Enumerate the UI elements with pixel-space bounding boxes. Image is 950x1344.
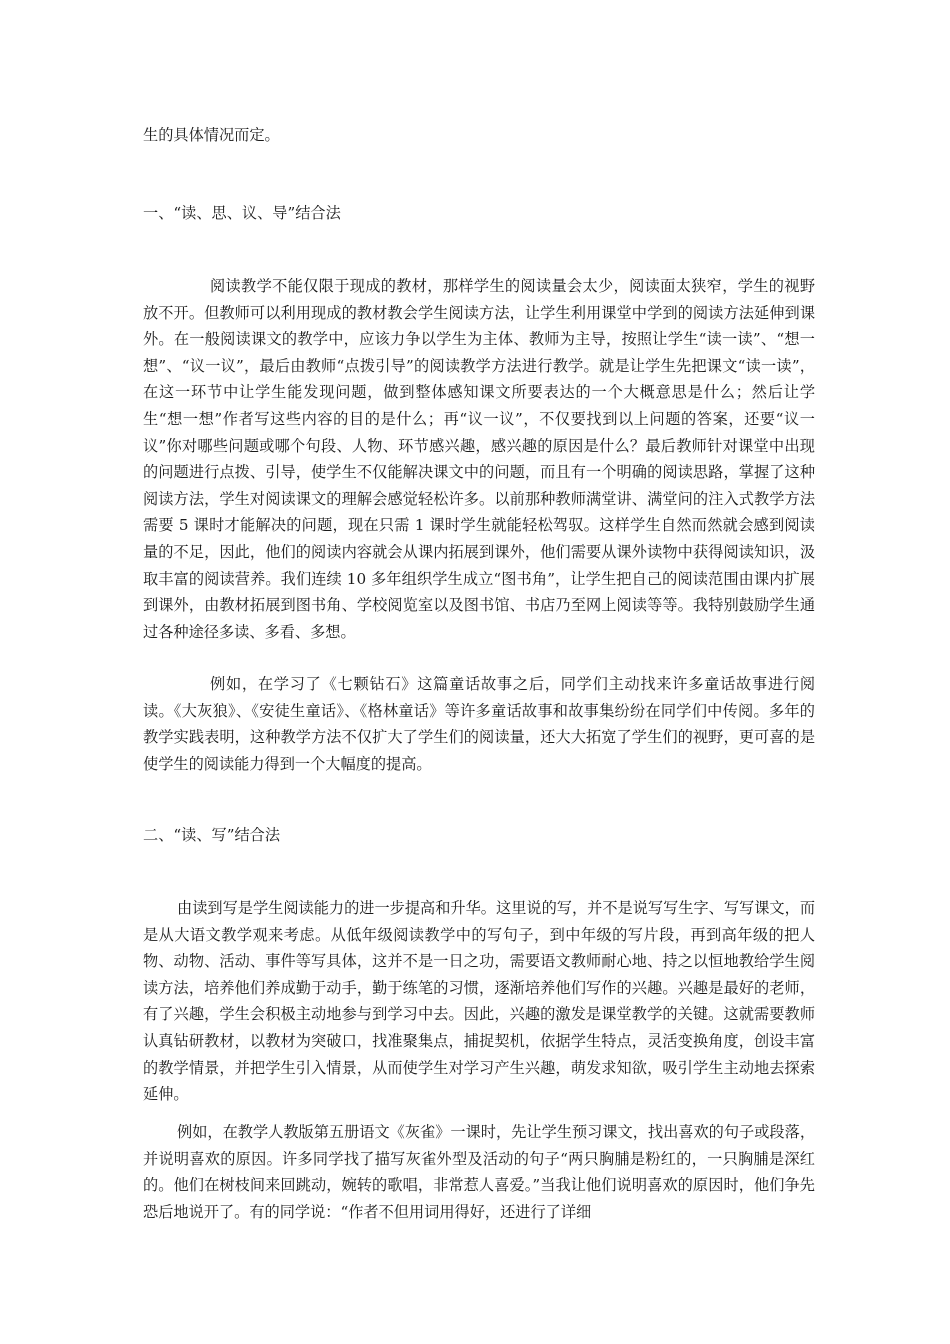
lead-line: 生的具体情况而定。 bbox=[143, 126, 280, 144]
section-1-paragraph-2: 例如，在学习了《七颗钻石》这篇童话故事之后，同学们主动找来许多童话故事进行阅读。《大灰狼》、《安徒生童话》、《格林童话》等许多童话故事和故事集纷纷在同学们中传阅。多年的教学实践表明，这种教学方法不仅扩大了学生们的阅读量，还大大拓宽了学生们的视野，更可喜的是使学生的阅读能力得到一个大幅度的提高。 bbox=[143, 675, 815, 773]
section-2-paragraph-1: 由读到写是学生阅读能力的进一步提高和升华。这里说的写，并不是说写写生字、写写课文，而是从大语文教学观来考虑。从低年级阅读教学中的写句子，到中年级的写片段，再到高年级的把人物、动物、活动、事件等写具体，这并不是一日之功，需要语文教师耐心地、持之以恒地教给学生阅读方法，培养他们养成勤于动手，勤于练笔的习惯，逐渐培养他们写作的兴趣。兴趣是最好的老师，有了兴趣，学生会积极主动地参与到学习中去。因此，兴趣的激发是课堂教学的关键。这就需要教师认真钻研教材，以教材为突破口，找准聚集点，捕捉契机，依据学生特点，灵活变换角度，创设丰富的教学情景，并把学生引入情景，从而使学生对学习产生兴趣，萌发求知欲，吸引学生主动地去探索延伸。 bbox=[143, 899, 815, 1104]
section-2-heading: 二、“读、写”结合法 bbox=[143, 826, 281, 844]
section-2-paragraph-2: 例如，在教学人教版第五册语文《灰雀》一课时，先让学生预习课文，找出喜欢的句子或段落，并说明喜欢的原因。许多同学找了描写灰雀外型及活动的句子“两只胸脯是粉红的，一只胸脯是深红的。他们在树枝间来回跳动，婉转的歌唱，非常惹人喜爱。”当我让他们说明喜欢的原因时，他们争先恐后地说开了。有的同学说：“作者不但用词用得好，还进行了详细 bbox=[143, 1123, 815, 1221]
section-1-heading: 一、“读、思、议、导”结合法 bbox=[143, 204, 341, 222]
section-1-paragraph-1: 阅读教学不能仅限于现成的教材，那样学生的阅读量会太少，阅读面太狭窄，学生的视野放不开。但教师可以利用现成的教材教会学生阅读方法，让学生利用课堂中学到的阅读方法延伸到课外。在一般阅读课文的教学中，应该力争以学生为主体、教师为主导，按照让学生“读一读”、“想一想”、“议一议”，最后由教师“点拨引导”的阅读教学方法进行教学。就是让学生先把课文“读一读”，在这一环节中让学生能发现问题，做到整体感知课文所要表达的一个大概意思是什么；然后让学生“想一想”作者写这些内容的目的是什么；再“议一议”，不仅要找到以上问题的答案，还要“议一议”你对哪些问题或哪个句段、人物、环节感兴趣，感兴趣的原因是什么？最后教师针对课堂中出现的问题进行点拨、引导，使学生不仅能解决课文中的问题，而且有一个明确的阅读思路，掌握了这种阅读方法，学生对阅读课文的理解会感觉轻松许多。以前那种教师满堂讲、满堂问的注入式教学方法需要 5 课时才能解决的问题，现在只需 1 课时学生就能轻松驾驭。这样学生自然而然就会感到阅读量的不足，因此，他们的阅读内容就会从课内拓展到课外，他们需要从课外读物中获得阅读知识，汲取丰富的阅读营养。我们连续 10 多年组织学生成立“图书角”，让学生把自己的阅读范围由课内扩展到课外，由教材拓展到图书角、学校阅览室以及图书馆、书店乃至网上阅读等等。我特别鼓励学生通过各种途径多读、多看、多想。 bbox=[143, 277, 815, 641]
